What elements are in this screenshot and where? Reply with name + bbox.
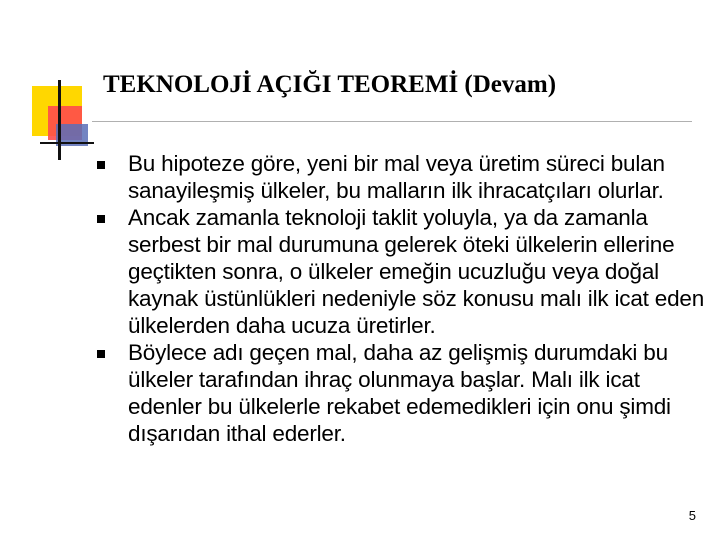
decor-vertical-line [58, 80, 61, 160]
square-bullet-icon [97, 215, 105, 223]
square-bullet-icon [97, 350, 105, 358]
bullet-list [90, 150, 715, 447]
square-bullet-icon [97, 161, 105, 169]
title-underline [92, 121, 692, 122]
bullet-text: Böylece adı geçen mal, daha az gelişmiş durumdaki bu ülkeler tarafından ihraç olunmaya başlar. Malı ilk icat edenler bu ülkelerle rekabet edemedikleri için onu şimdi dışarıdan ithal ederler. [128, 340, 671, 446]
bullet-item [90, 339, 715, 447]
bullet-text: Bu hipoteze göre, yeni bir mal veya üretim süreci bulan sanayileşmiş ülkeler, bu malların ilk ihracatçıları olurlar. [128, 151, 665, 203]
bullet-item [90, 204, 715, 339]
page-number: 5 [688, 508, 696, 523]
bullet-text: Ancak zamanla teknoloji taklit yoluyla, ya da zamanla serbest bir mal durumuna gelerek öteki ülkelerin ellerine geçtikten sonra, o ülkeler emeğin ucuzluğu veya doğal kaynak üstünlükleri nedeniyle söz konusu malı ilk icat eden ülkelerden daha ucuza üretirler. [128, 205, 705, 338]
decor-horizontal-line [40, 142, 94, 144]
bullet-item [90, 150, 715, 204]
slide-title: TEKNOLOJİ AÇIĞI TEOREMİ (Devam) [103, 71, 557, 98]
